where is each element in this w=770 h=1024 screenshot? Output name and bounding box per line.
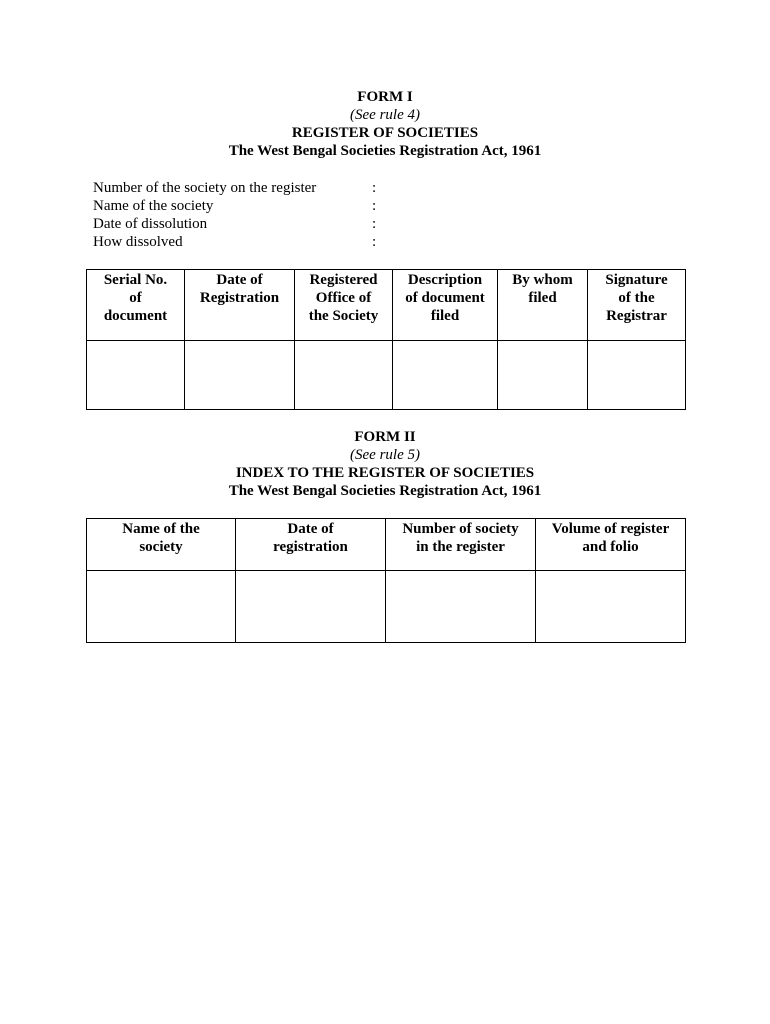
- header-text: Office of: [315, 290, 372, 306]
- field-colon: :: [372, 180, 377, 196]
- table-cell[interactable]: [588, 341, 686, 410]
- header-text: Name of the: [122, 521, 200, 537]
- table-cell[interactable]: [536, 571, 686, 643]
- header-text: Serial No.: [103, 272, 168, 288]
- column-header-name-of-society: [87, 519, 236, 571]
- header-text: Number of society: [402, 521, 519, 537]
- column-header-date-of-registration: [185, 270, 295, 341]
- table-cell[interactable]: [87, 341, 185, 410]
- table-cell[interactable]: [498, 341, 588, 410]
- header-text: Description: [407, 272, 483, 288]
- header-text: document: [103, 308, 168, 324]
- column-header-serial-no: [87, 270, 185, 341]
- header-text: of the: [618, 290, 655, 306]
- table-cell[interactable]: [185, 341, 295, 410]
- form1-act: The West Bengal Societies Registration Act, 1961: [228, 143, 542, 159]
- table-header-row: [87, 270, 686, 341]
- table-row: [87, 341, 686, 410]
- header-text: of document: [405, 290, 485, 306]
- field-label: Name of the society: [93, 198, 214, 214]
- header-text: filed: [430, 308, 460, 324]
- index-to-register-table: [86, 518, 686, 643]
- header-text: registration: [273, 539, 348, 555]
- form1-register-title: REGISTER OF SOCIETIES: [291, 125, 479, 141]
- table-row: [87, 571, 686, 643]
- field-label: Number of the society on the register: [93, 180, 317, 196]
- header-text: Registrar: [606, 308, 667, 324]
- field-colon: :: [372, 234, 377, 250]
- header-text: Date of: [287, 521, 334, 537]
- header-text: the Society: [308, 308, 379, 324]
- register-of-societies-table: [86, 269, 686, 410]
- header-text: Signature: [605, 272, 668, 288]
- header-text: Date of: [216, 272, 263, 288]
- form2-rule: (See rule 5): [350, 447, 420, 463]
- column-header-registered-office: [295, 270, 393, 341]
- column-header-date-of-registration: [236, 519, 386, 571]
- field-colon: :: [372, 216, 377, 232]
- header-text: of: [129, 290, 142, 306]
- header-text: By whom: [512, 272, 573, 288]
- header-text: Registered: [309, 272, 378, 288]
- form2-heading: [0, 428, 770, 500]
- field-label: How dissolved: [93, 234, 183, 250]
- column-header-number-of-society: [386, 519, 536, 571]
- column-header-description: [393, 270, 498, 341]
- column-header-volume-and-folio: [536, 519, 686, 571]
- field-colon: :: [372, 198, 377, 214]
- header-text: society: [139, 539, 183, 555]
- table-cell[interactable]: [393, 341, 498, 410]
- table-cell[interactable]: [87, 571, 236, 643]
- table-header-row: [87, 519, 686, 571]
- table-cell[interactable]: [295, 341, 393, 410]
- table-cell[interactable]: [386, 571, 536, 643]
- form2-title: FORM II: [354, 429, 416, 445]
- header-text: filed: [528, 290, 557, 306]
- form2-register-title: INDEX TO THE REGISTER OF SOCIETIES: [235, 465, 535, 481]
- header-text: in the register: [416, 539, 505, 555]
- form2-act: The West Bengal Societies Registration Act, 1961: [228, 483, 542, 499]
- form1-rule: (See rule 4): [350, 107, 420, 123]
- column-header-signature: [588, 270, 686, 341]
- header-text: Volume of register: [551, 521, 670, 537]
- header-text: and folio: [582, 539, 639, 555]
- field-label: Date of dissolution: [93, 216, 208, 232]
- column-header-by-whom-filed: [498, 270, 588, 341]
- form1-heading: [0, 88, 770, 160]
- form1-title: FORM I: [357, 89, 413, 105]
- table-cell[interactable]: [236, 571, 386, 643]
- header-text: Registration: [199, 290, 280, 306]
